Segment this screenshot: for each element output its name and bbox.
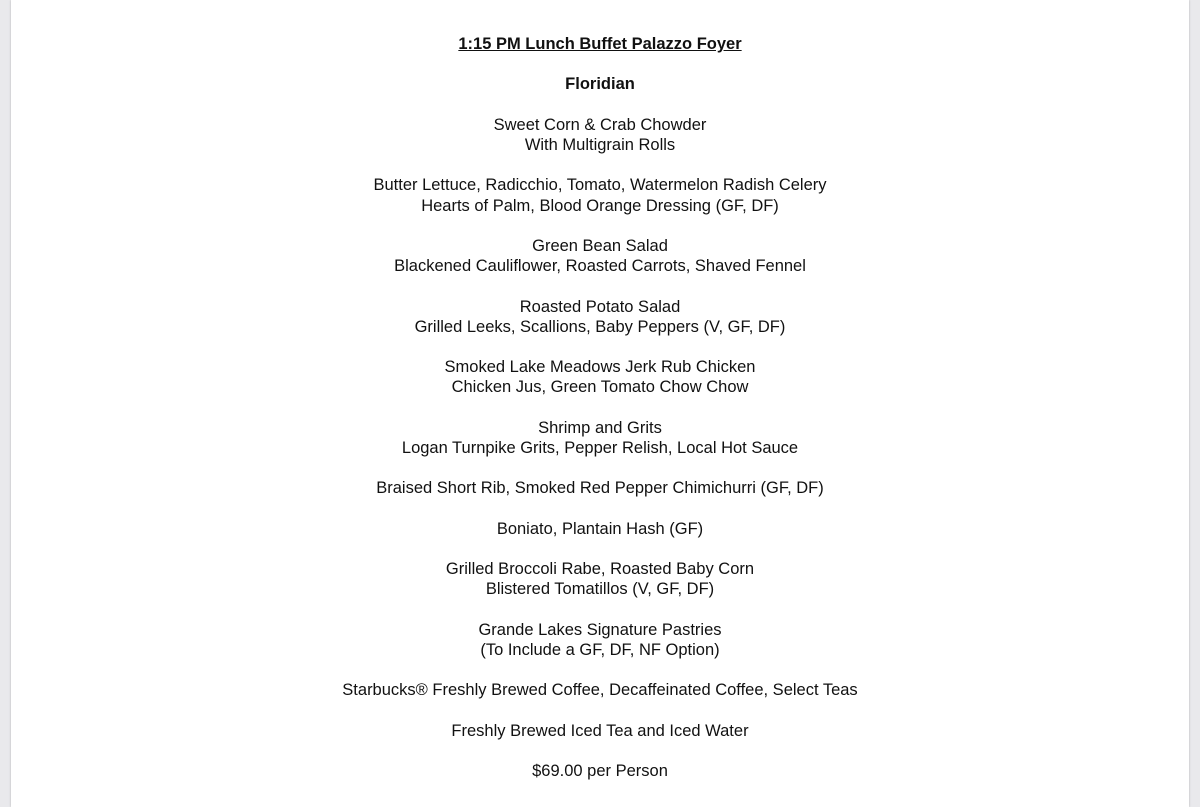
menu-item — [11, 559, 1189, 599]
menu-item-detail: Blistered Tomatillos (V, GF, DF) — [485, 580, 715, 599]
menu-item-name: Green Bean Salad — [532, 236, 668, 255]
menu-item-name: Butter Lettuce, Radicchio, Tomato, Watermelon Radish Celery — [373, 176, 827, 195]
menu-item-detail: Grilled Leeks, Scallions, Baby Peppers (V, GF, DF) — [414, 317, 786, 336]
menu-subtitle: Floridian — [565, 75, 635, 94]
menu-price-text: $69.00 per Person — [532, 762, 668, 781]
menu-item — [11, 620, 1189, 660]
menu-item-name: Grilled Broccoli Rabe, Roasted Baby Corn — [445, 560, 755, 579]
menu-item — [11, 519, 1189, 539]
menu-item — [11, 236, 1189, 276]
menu-item-name: Freshly Brewed Iced Tea and Iced Water — [451, 721, 749, 740]
document-page — [11, 0, 1189, 807]
menu-item-name: Sweet Corn & Crab Chowder — [493, 115, 707, 134]
menu-item-detail: Blackened Cauliflower, Roasted Carrots, Shaved Fennel — [394, 257, 806, 276]
menu-item-name: Grande Lakes Signature Pastries — [478, 620, 722, 639]
menu-item — [11, 297, 1189, 337]
menu-item-name: Braised Short Rib, Smoked Red Pepper Chimichurri (GF, DF) — [376, 479, 824, 498]
menu-item-name: Smoked Lake Meadows Jerk Rub Chicken — [444, 358, 756, 377]
menu-item — [11, 175, 1189, 215]
menu-item — [11, 418, 1189, 458]
menu-price — [11, 761, 1189, 781]
menu-item-name: Starbucks® Freshly Brewed Coffee, Decaffeinated Coffee, Select Teas — [342, 681, 858, 700]
menu-item-detail: (To Include a GF, DF, NF Option) — [480, 640, 720, 659]
menu-item — [11, 721, 1189, 741]
menu-title: 1:15 PM Lunch Buffet Palazzo Foyer — [458, 35, 742, 53]
menu-item-name: Shrimp and Grits — [538, 418, 662, 437]
menu-item-detail: With Multigrain Rolls — [524, 135, 676, 154]
menu-content — [11, 34, 1189, 781]
menu-item-name: Roasted Potato Salad — [519, 297, 681, 316]
menu-item — [11, 357, 1189, 397]
menu-item — [11, 478, 1189, 498]
menu-item-detail: Hearts of Palm, Blood Orange Dressing (GF, DF) — [421, 196, 779, 215]
menu-item-detail: Chicken Jus, Green Tomato Chow Chow — [451, 378, 749, 397]
menu-item — [11, 680, 1189, 700]
menu-item-name: Boniato, Plantain Hash (GF) — [496, 519, 704, 538]
menu-item-detail: Logan Turnpike Grits, Pepper Relish, Local Hot Sauce — [401, 438, 799, 457]
menu-item — [11, 115, 1189, 155]
